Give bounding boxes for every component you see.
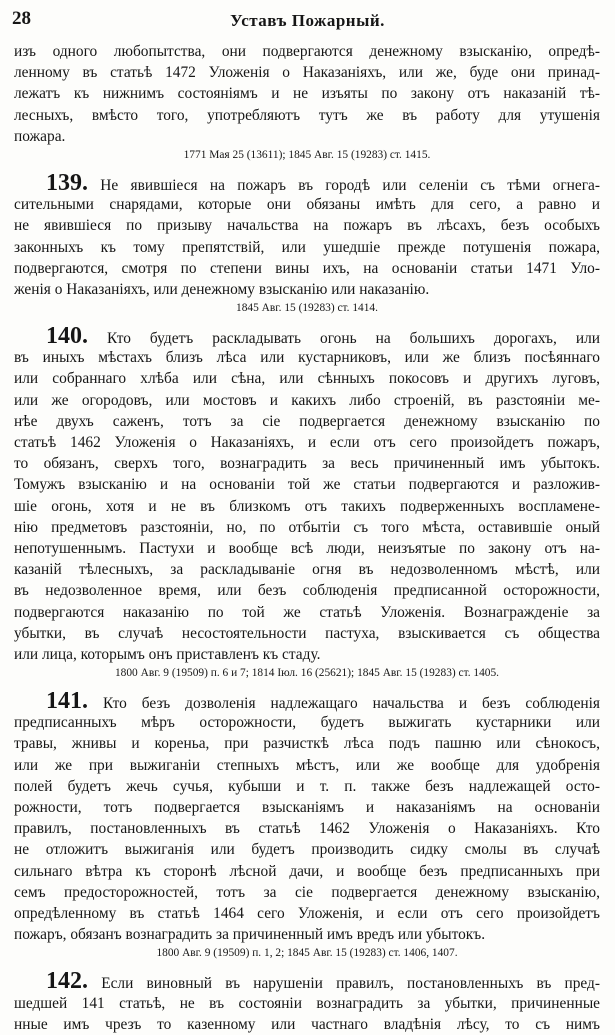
- text-line: сильнаго вѣтра къ сторонѣ лѣсной дачи, и вообще безъ предписанныхъ при: [14, 862, 600, 880]
- text-line: правилъ, постановленныхъ въ статьѣ 1462 Уложенія о Наказаніяхъ. Кто: [14, 820, 600, 838]
- article-number: 140.: [46, 326, 88, 348]
- text-line: или лица, которымъ онъ приставленъ къ стаду.: [14, 645, 321, 663]
- text-line: убытки, въ случаѣ несостоятельности пастуха, взыскивается съ общества: [14, 624, 600, 642]
- continuation-paragraph: [14, 41, 600, 163]
- text-line: нѣе двухъ саженъ, тотъ за сіе подвергается денежному взысканію по: [14, 412, 600, 430]
- text-line: 142. Если виновный въ нарушеніи правилъ, постановленныхъ въ пред-: [14, 971, 600, 992]
- text-line: шіе огонь, хотя и не въ близкомъ отъ такихъ подверженныхъ воспламене-: [14, 497, 600, 515]
- article-number: 142.: [46, 971, 88, 993]
- text-line: лежатъ къ нижнимъ состояніямъ и не изъяты по закону отъ наказаній тѣ-: [14, 85, 600, 103]
- text-line: сительными снарядами, которые они обязаны имѣть для сего, а равно и: [14, 196, 600, 214]
- text-line: женія о Наказаніяхъ, или денежному взысканію или наказанію.: [14, 280, 430, 298]
- text-line: нію предметовъ разстояніи, но, по отбытіи съ того мѣста, оставившіе оный: [14, 518, 600, 536]
- text-line: пожара.: [14, 127, 66, 145]
- text-line: подвергаются, смотря по степени вины ихъ, на основаніи статьи 1471 Уло-: [14, 259, 600, 277]
- text-line: полей будетъ жечь сучья, кубыши и т. п. также безъ надлежащей осто-: [14, 777, 600, 795]
- text-line: травы, жнивы и кореньа, при разчисткѣ лѣса подъ пашню или сѣнокосъ,: [14, 735, 600, 753]
- text-line: лесныхъ, вмѣсто того, употребляютъ тутъ же въ работу для утушенія: [14, 106, 600, 124]
- article-141: [14, 691, 600, 961]
- text-line: нные имъ чрезъ то казенному или частнаго владѣнія лѣсу, то съ нимъ: [14, 1015, 600, 1033]
- text-line: въ иныхъ мѣстахъ близъ лѣса или кустарниковъ, или же близъ посѣяннаго: [14, 349, 600, 367]
- article-number: 139.: [46, 172, 88, 195]
- article-139: [14, 173, 600, 316]
- text-line: ленному въ статьѣ 1472 Уложенія о Наказаніяхъ, или же, буде они принад-: [14, 64, 600, 82]
- article-142: [14, 971, 600, 1035]
- legal-citation: 1771 Мая 25 (13611); 1845 Авг. 15 (19283) ст. 1415.: [183, 148, 431, 161]
- text-line: опредѣленному въ статьѣ 1464 сего Уложенія, и если отъ сего произойдетъ: [14, 904, 600, 922]
- text-line: законныхъ къ тому препятствій, или ушедшіе прежде потушенія пожара,: [14, 238, 600, 256]
- text-line: статьѣ 1462 Уложенія о Наказаніяхъ, и если отъ сего произойдетъ пожаръ,: [14, 434, 600, 451]
- text-line: непотушеннымъ. Пастухи и вообще всѣ люди, неизъятые по закону отъ на-: [14, 539, 600, 557]
- running-title: Уставъ Пожарный.: [230, 11, 385, 30]
- legal-citation: 1845 Авг. 15 (19283) ст. 1414.: [236, 302, 378, 315]
- text-line: 139. Не явившіеся на пожаръ въ городѣ или селеніи съ тѣми огнега-: [14, 173, 600, 194]
- text-line: предписанныхъ мѣръ осторожности, будетъ выжигать кустарники или: [14, 714, 600, 732]
- text-line: пожаръ, обязанъ вознаградить за причиненный имъ вредъ или убытокъ.: [14, 926, 486, 944]
- page-number: 28: [12, 8, 31, 29]
- page-header: [0, 0, 615, 40]
- text-line: Томужъ взысканію и на основаніи той же статьи подвергаются и разложив-: [14, 476, 600, 494]
- text-line: или же огородовъ, или мостовъ и какихъ либо строеній, въ разстояніи ме-: [14, 391, 600, 409]
- legal-citation: 1800 Авг. 9 (19509) п. 1, 2; 1845 Авг. 15 (19283) ст. 1406, 1407.: [156, 947, 458, 960]
- text-line: шедшей 141 статьѣ, не въ состояніи вознаградить за убытки, причиненные: [14, 994, 600, 1012]
- article-number: 141.: [46, 691, 88, 713]
- text-line: 141. Кто безъ дозволенія надлежащаго начальства и безъ соблюденія: [14, 691, 600, 712]
- text-line: не явившіеся по призыву начальства на пожаръ въ лѣсахъ, безъ особыхъ: [14, 217, 600, 235]
- text-line: или собраннаго хлѣба или сѣна, или сѣнныхъ покосовъ и другихъ луговъ,: [14, 370, 600, 388]
- legal-citation: 1800 Авг. 9 (19509) п. 6 и 7; 1814 Іюл. 16 (25621); 1845 Авг. 15 (19283) ст. 1405.: [114, 667, 500, 680]
- page-body: [14, 41, 600, 1035]
- text-line: семъ предосторожностей, тотъ за сіе подвергается денежному взысканію,: [14, 883, 600, 901]
- text-line: или же при выжиганіи степныхъ мѣстъ, или же вообще для удобренія: [14, 756, 600, 774]
- text-line: въ недозволенное время, или безъ соблюденія предписанной осторожности,: [14, 582, 600, 600]
- article-140: [14, 326, 600, 681]
- text-line: 140. Кто будетъ раскладывать огонь на большихъ дорогахъ, или: [14, 326, 600, 347]
- text-line: казаній тѣлесныхъ, за раскладываніе огня въ недозволенномъ мѣстѣ, или: [14, 561, 600, 579]
- text-line: то обязанъ, сверхъ того, вознаградить за весь причиненный имъ убытокъ.: [14, 455, 600, 473]
- text-line: изъ одного любопытства, они подвергаются денежному взысканію, опредѣ-: [14, 43, 600, 60]
- text-line: подвергаются наказанію по той же статьѣ Уложенія. Вознагражденіе за: [14, 603, 600, 621]
- text-line: рожности, тотъ подвергается взысканіямъ и наказаніямъ на основаніи: [14, 799, 600, 816]
- text-line: не отложитъ выжиганія или будетъ производить сидку смолы въ случаѣ: [14, 841, 600, 859]
